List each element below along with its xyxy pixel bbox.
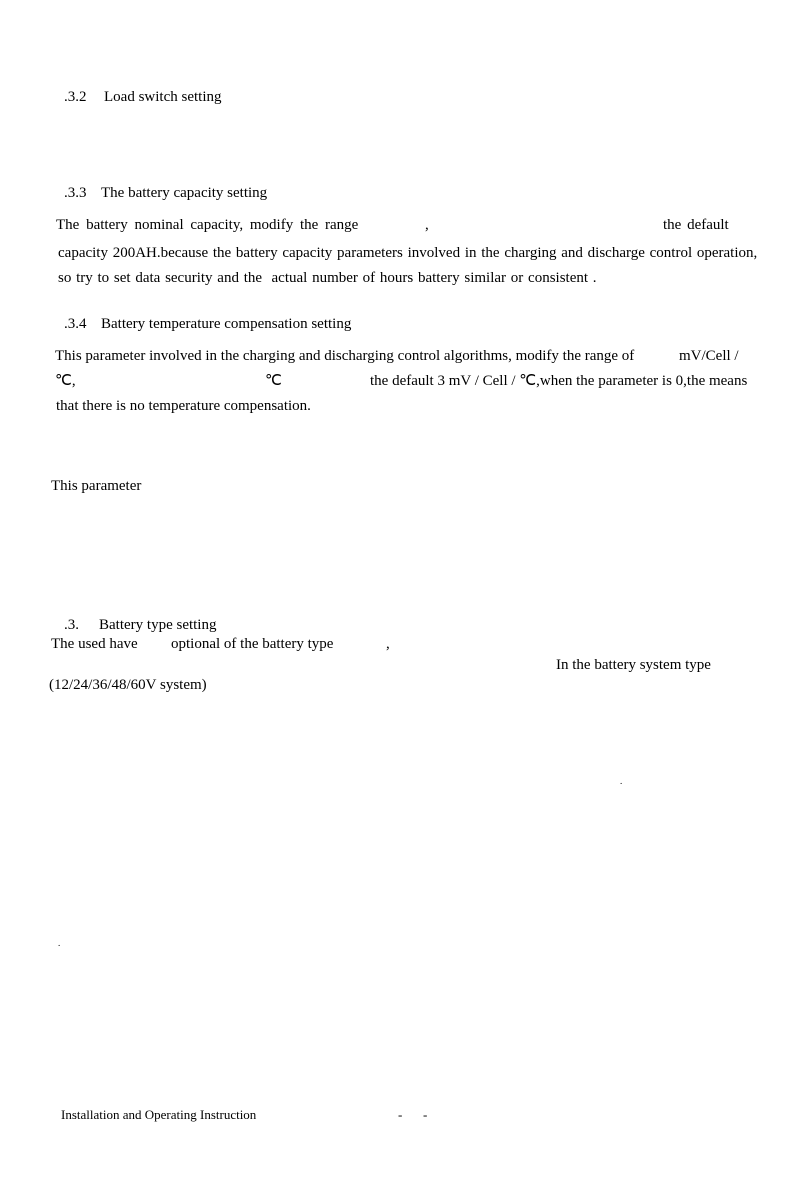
section-number-3: .3. xyxy=(64,617,79,633)
section-title-battery-capacity: The battery capacity setting xyxy=(101,185,268,201)
section-number-3-4: .3.4 xyxy=(64,316,87,332)
section-number-3-2: .3.2 xyxy=(64,89,87,105)
temp-text-line1b: mV/Cell / xyxy=(679,348,739,364)
battery-type-line1b: optional of the battery type xyxy=(171,636,334,652)
temp-text-line2b: ℃ xyxy=(265,373,282,389)
battery-type-line3: (12/24/36/48/60V system) xyxy=(49,677,207,693)
stray-dot: . xyxy=(58,938,61,948)
section-number-3-3: .3.3 xyxy=(64,185,87,201)
temp-text-line1a: This parameter involved in the charging and discharging control algorithms, modify the range of xyxy=(55,348,635,364)
battery-type-line2: In the battery system type xyxy=(556,657,711,673)
parameter-text: This parameter xyxy=(51,478,142,494)
temp-text-line3: that there is no temperature compensation. xyxy=(56,398,311,414)
temp-text-line2c: the default 3 mV / Cell / ℃,when the parameter is 0,the means xyxy=(370,373,748,389)
capacity-text-line1c: the default xyxy=(663,217,729,233)
battery-type-line1a: The used have xyxy=(51,636,138,652)
section-title-battery-type: Battery type setting xyxy=(99,617,217,633)
footer-dash: - xyxy=(423,1107,428,1122)
section-title-load-switch: Load switch setting xyxy=(104,89,222,105)
capacity-text-line3: so try to set data security and the actual number of hours battery similar or consistent . xyxy=(58,270,597,286)
section-title-temperature-compensation: Battery temperature compensation setting xyxy=(101,316,352,332)
capacity-text-line1b: , xyxy=(425,217,429,233)
capacity-text-line1a: The battery nominal capacity, modify the range xyxy=(56,217,359,233)
temp-text-line2a: ℃, xyxy=(55,373,76,389)
battery-type-line1c: , xyxy=(386,636,390,652)
footer-title: Installation and Operating Instruction xyxy=(61,1107,257,1122)
footer-dash: - xyxy=(398,1107,403,1122)
stray-dot: . xyxy=(620,776,623,786)
capacity-text-line2: capacity 200AH.because the battery capacity parameters involved in the charging and discharge control operation, xyxy=(58,245,758,261)
